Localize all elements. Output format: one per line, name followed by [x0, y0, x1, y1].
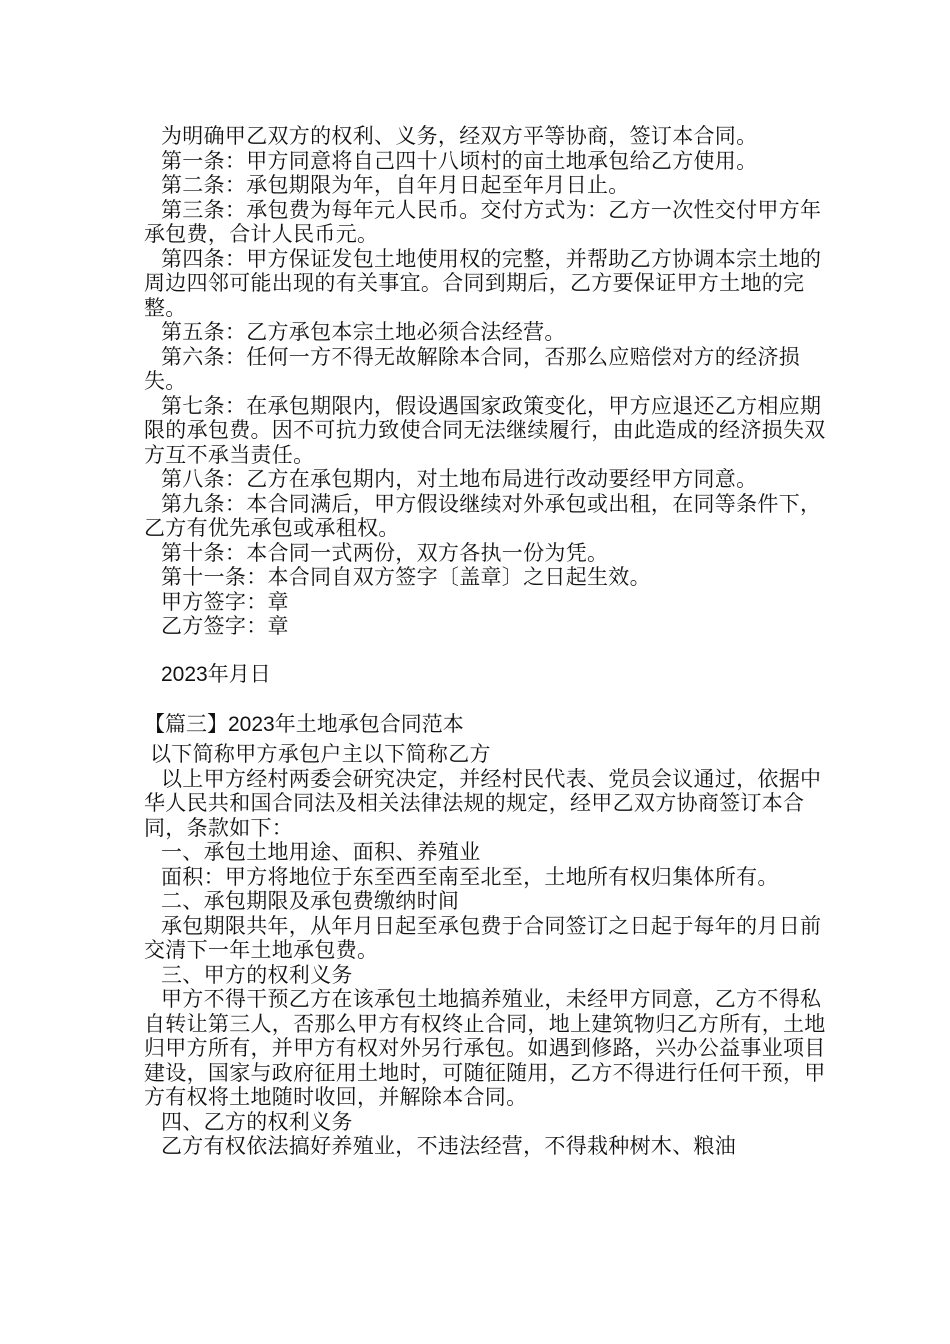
- clause-1: 第一条：甲方同意将自己四十八顷村的亩土地承包给乙方使用。: [161, 148, 758, 173]
- clause-2: 第二条：承包期限为年，自年月日起至年月日止。: [161, 173, 630, 197]
- section-heading: 【篇三】2023年土地承包合同范本: [144, 713, 464, 736]
- clause-11: 第十一条：本合同自双方签字〔盖章〕之日起生效。: [161, 565, 651, 589]
- land-contract-section: [144, 742, 830, 1159]
- subheading-party-a-rights: 三、甲方的权利义务: [161, 962, 353, 987]
- preamble-paragraph: 为明确甲乙双方的权利、义务，经双方平等协商，签订本合同。: [161, 124, 758, 148]
- subheading-party-b-rights: 四、乙方的权利义务: [161, 1109, 353, 1134]
- term-paragraph: 承包期限共年，从年月日起至承包费于合同签订之日起于每年的月日前交清下一年土地承包费。: [144, 913, 822, 962]
- party-b-rights-paragraph: 乙方有权依法搞好养殖业，不违法经营，不得栽种树木、粮油: [161, 1134, 737, 1158]
- subheading-term-fee: 二、承包期限及承包费缴纳时间: [161, 889, 460, 913]
- parties-intro: 以下简称甲方承包户主以下简称乙方: [150, 742, 491, 766]
- subheading-land-use: 一、承包土地用途、面积、养殖业: [161, 840, 481, 864]
- clause-10: 第十条：本合同一式两份，双方各执一份为凭。: [161, 540, 609, 565]
- party-b-signature: 乙方签字：章: [161, 614, 289, 638]
- clause-6: 第六条：任何一方不得无故解除本合同，否那么应赔偿对方的经济损失。: [144, 344, 800, 393]
- party-a-signature: 甲方签字：章: [161, 589, 289, 614]
- clause-8: 第八条：乙方在承包期内，对土地布局进行改动要经甲方同意。: [161, 467, 758, 491]
- clause-9: 第九条：本合同满后，甲方假设继续对外承包或出租，在同等条件下，乙方有优先承包或承租权。: [144, 491, 822, 540]
- contract-clauses-section: [144, 124, 830, 639]
- party-a-rights-paragraph: 甲方不得干预乙方在该承包土地搞养殖业，未经甲方同意，乙方不得私自转让第三人，否那么甲方有权终止合同，地上建筑物归乙方所有，土地归甲方所有，并甲方有权对外另行承包。如遇到修路，兴办公益事业项目建设，国家与政府征用土地时，可随征随用，乙方不得进行任何干预，甲方有权将土地随时收回，并解除本合同。: [144, 987, 826, 1109]
- clause-3: 第三条：承包费为每年元人民币。交付方式为：乙方一次性交付甲方年承包费，合计人民币元。: [144, 197, 822, 246]
- clause-5: 第五条：乙方承包本宗土地必须合法经营。: [161, 320, 566, 344]
- clause-7: 第七条：在承包期限内，假设遇国家政策变化，甲方应退还乙方相应期限的承包费。因不可抗力致使合同无法继续履行，由此造成的经济损失双方互不承当责任。: [144, 393, 826, 467]
- area-paragraph: 面积：甲方将地位于东至西至南至北至，土地所有权归集体所有。: [161, 864, 779, 889]
- signing-date: 2023年月日: [161, 663, 271, 686]
- clause-4: 第四条：甲方保证发包土地使用权的完整，并帮助乙方协调本宗土地的周边四邻可能出现的有关事宜。合同到期后，乙方要保证甲方土地的完整。: [144, 246, 822, 320]
- contract-basis-paragraph: 以上甲方经村两委会研究决定，并经村民代表、党员会议通过，依据中华人民共和国合同法及相关法律法规的规定，经甲乙双方协商签订本合同，条款如下：: [144, 766, 822, 840]
